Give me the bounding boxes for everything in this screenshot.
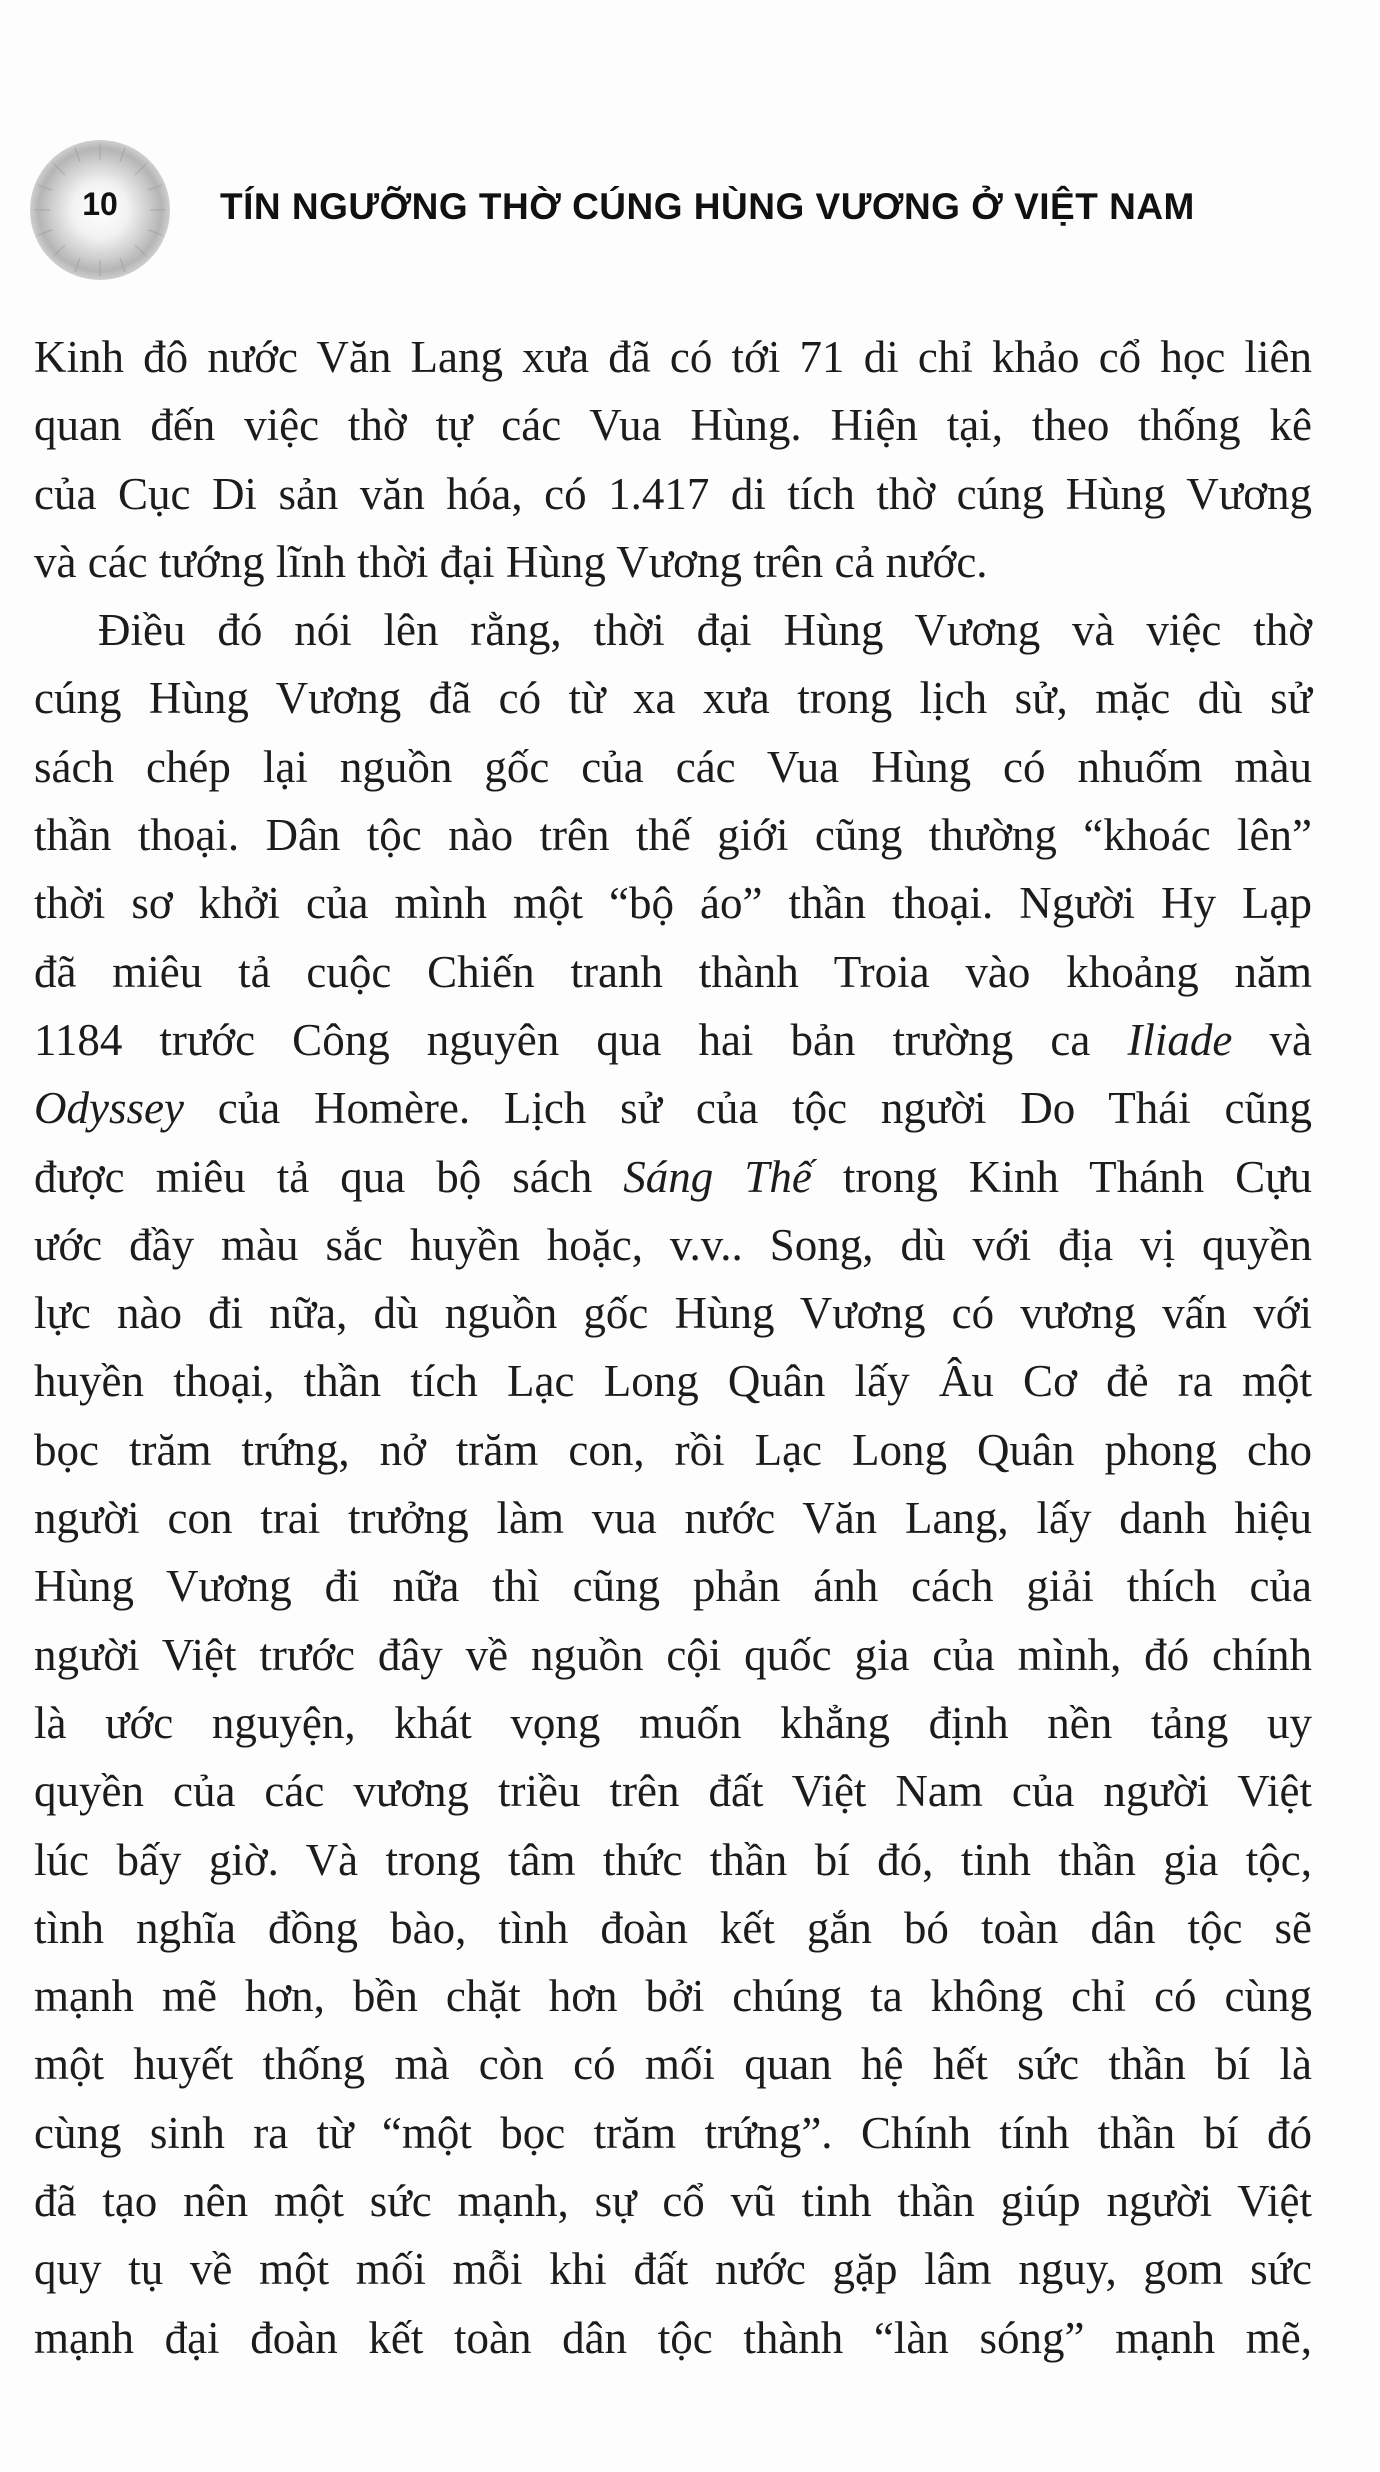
text-line: lực nào đi nữa, dù nguồn gốc Hùng Vương có vương vấn với: [34, 1288, 1312, 1339]
text-line: mạnh mẽ hơn, bền chặt hơn bởi chúng ta không chỉ có cùng: [34, 1971, 1312, 2022]
text-segment: và: [1232, 1014, 1312, 1065]
text-line: Điều đó nói lên rằng, thời đại Hùng Vương và việc thờ: [98, 605, 1312, 656]
text-segment: trong Kinh Thánh Cựu: [811, 1151, 1313, 1202]
text-line: quyền của các vương triều trên đất Việt Nam của người Việt: [34, 1766, 1312, 1817]
running-title: TÍN NGƯỠNG THỜ CÚNG HÙNG VƯƠNG Ở VIỆT NAM: [220, 186, 1195, 227]
text-line: một huyết thống mà còn có mối quan hệ hết sức thần bí là: [34, 2039, 1312, 2090]
text-line: [34, 1074, 1312, 1142]
text-line: Hùng Vương đi nữa thì cũng phản ánh cách giải thích của: [34, 1561, 1312, 1612]
text-line: và các tướng lĩnh thời đại Hùng Vương trên cả nước.: [34, 536, 988, 587]
text-line: người Việt trước đây về nguồn cội quốc gia của mình, đó chính: [34, 1629, 1312, 1680]
page-number-badge: [30, 140, 170, 280]
text-line: cùng sinh ra từ “một bọc trăm trứng”. Chính tính thần bí đó: [34, 2107, 1312, 2158]
text-line: thời sơ khởi của mình một “bộ áo” thần thoại. Người Hy Lạp: [34, 878, 1312, 929]
text-line: người con trai trưởng làm vua nước Văn Lang, lấy danh hiệu: [34, 1493, 1312, 1544]
text-line: [34, 1006, 1312, 1074]
text-line: lúc bấy giờ. Và trong tâm thức thần bí đó, tinh thần gia tộc,: [34, 1834, 1312, 1885]
text-line: mạnh đại đoàn kết toàn dân tộc thành “làn sóng” mạnh mẽ,: [34, 2312, 1312, 2363]
text-line: ước đầy màu sắc huyền hoặc, v.v.. Song, dù với địa vị quyền: [34, 1219, 1312, 1270]
text-line: bọc trăm trứng, nở trăm con, rồi Lạc Long Quân phong cho: [34, 1424, 1312, 1475]
text-segment: được miêu tả qua bộ sách: [34, 1151, 624, 1202]
text-line: là ước nguyện, khát vọng muốn khẳng định nền tảng uy: [34, 1697, 1312, 1748]
text-segment: 1184 trước Công nguyên qua hai bản trường ca: [34, 1014, 1128, 1065]
text-line: đã miêu tả cuộc Chiến tranh thành Troia vào khoảng năm: [34, 946, 1312, 997]
text-line: tình nghĩa đồng bào, tình đoàn kết gắn bó toàn dân tộc sẽ: [34, 1902, 1312, 1953]
text-line: [34, 1143, 1312, 1211]
page-number: 10: [82, 186, 118, 222]
text-line: quy tụ về một mối mỗi khi đất nước gặp lâm nguy, gom sức: [34, 2244, 1312, 2295]
book-title-iliade: Iliade: [1127, 1014, 1233, 1065]
body-text: [34, 323, 1312, 2372]
text-line: sách chép lại nguồn gốc của các Vua Hùng có nhuốm màu: [34, 741, 1312, 792]
book-title-odyssey: Odyssey: [34, 1083, 184, 1134]
text-line: thần thoại. Dân tộc nào trên thế giới cũng thường “khoác lên”: [34, 810, 1312, 861]
running-header: [30, 140, 1350, 290]
text-segment: của Homère. Lịch sử của tộc người Do Thái cũng: [183, 1083, 1312, 1134]
text-line: đã tạo nên một sức mạnh, sự cổ vũ tinh thần giúp người Việt: [34, 2176, 1312, 2227]
text-line: của Cục Di sản văn hóa, có 1.417 di tích thờ cúng Hùng Vương: [34, 468, 1312, 519]
book-title-sang-the: Sáng Thế: [623, 1151, 812, 1202]
text-line: huyền thoại, thần tích Lạc Long Quân lấy Âu Cơ đẻ ra một: [34, 1356, 1312, 1407]
text-line: quan đến việc thờ tự các Vua Hùng. Hiện tại, theo thống kê: [34, 400, 1312, 451]
text-line: cúng Hùng Vương đã có từ xa xưa trong lịch sử, mặc dù sử: [34, 673, 1312, 724]
text-line: Kinh đô nước Văn Lang xưa đã có tới 71 di chỉ khảo cổ học liên: [34, 332, 1312, 382]
